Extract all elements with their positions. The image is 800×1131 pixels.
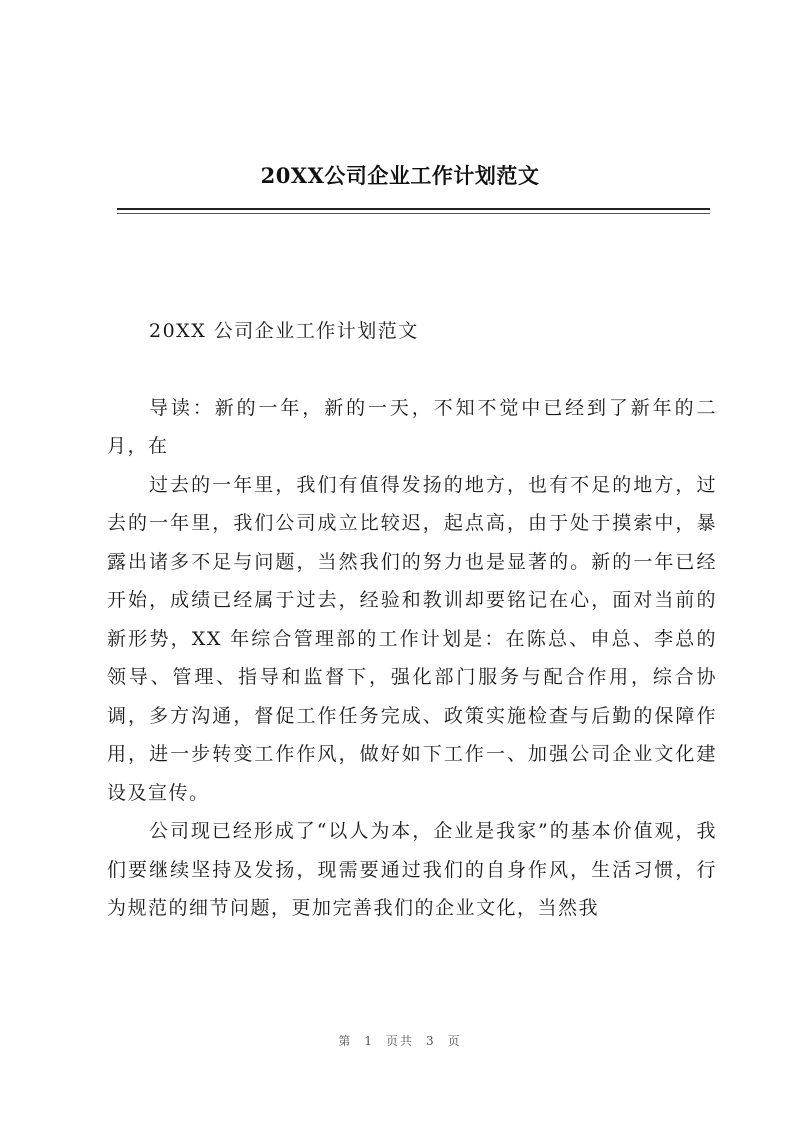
header-divider-thin [117,213,710,214]
document-title: 20XX 公司企业工作计划范文 [149,320,419,342]
header-divider [117,208,710,210]
footer-prefix: 第 [338,1034,353,1048]
footer-suffix: 页 [447,1034,462,1048]
page-header-title: 20XX公司企业工作计划范文 [260,163,540,188]
page-footer [0,1032,800,1049]
document-body [107,312,717,928]
footer-current-page: 1 [364,1034,374,1048]
footer-mid: 页共 [385,1034,414,1048]
paragraph-culture: 公司现已经形成了“以人为本，企业是我家”的基本价值观，我们要继续坚持及发扬，现需要通过我们的自身作风，生活习惯，行为规范的细节问题，更加完善我们的企业文化，当然我 [107,820,717,919]
footer-total-pages: 3 [426,1034,436,1048]
paragraph-review: 过去的一年里，我们有值得发扬的地方，也有不足的地方，过去的一年里，我们公司成立比较迟，起点高，由于处于摸索中，暴露出诸多不足与问题，当然我们的努力也是显著的。新的一年已经开始，成绩已经属于过去，经验和教训却要铭记在心，面对当前的新形势，XX 年综合管理部的工作计划是：在陈总、申总、李总的领导、管理、指导和监督下，强化部门服务与配合作用，综合协调，多方沟通，督促工作任务完成、政策实施检查与后勤的保障作用，进一步转变工作作风，做好如下工作一、加强公司企业文化建设及宣传。 [107,473,717,804]
paragraph-intro: 导读：新的一年，新的一天，不知不觉中已经到了新年的二月，在 [107,396,717,457]
